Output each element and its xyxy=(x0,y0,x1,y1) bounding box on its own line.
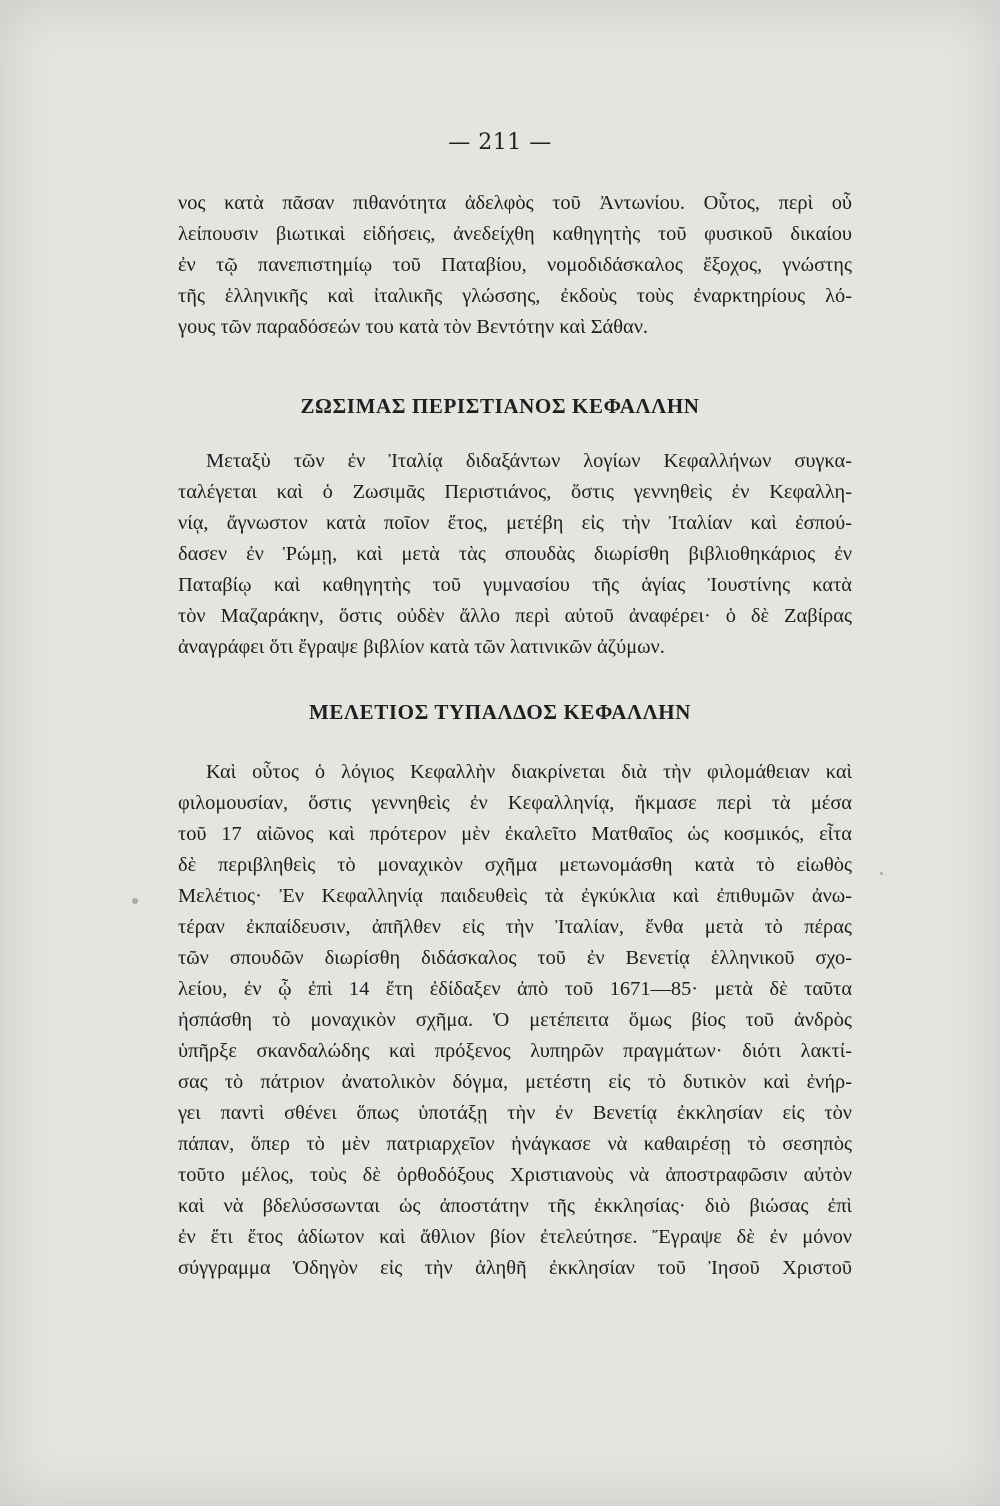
text-line: σύγγραμμα Ὁδηγὸν εἰς τὴν ἀληθῆ ἐκκλησίαν τοῦ Ἰησοῦ Χριστοῦ xyxy=(178,1257,852,1279)
ink-speck xyxy=(132,898,138,904)
text-line: τῶν σπουδῶν διωρίσθη διδάσκαλος τοῦ ἐν Βενετίᾳ ἑλληνικοῦ σχο- xyxy=(178,947,852,969)
text-line: λείπουσιν βιωτικαὶ εἰδήσεις, ἀνεδείχθη καθηγητὴς τοῦ φυσικοῦ δικαίου xyxy=(178,223,852,245)
text-line: τὸν Μαζαράκην, ὅστις οὐδὲν ἄλλο περὶ αὐτοῦ ἀναφέρει· ὁ δὲ Ζαβίρας xyxy=(178,605,852,627)
text-line: δασεν ἐν Ῥώμῃ, καὶ μετὰ τὰς σπουδὰς διωρίσθη βιβλιοθηκάριος ἐν xyxy=(178,543,852,565)
text-line: ἐν τῷ πανεπιστημίῳ τοῦ Παταβίου, νομοδιδάσκαλος ἔξοχος, γνώστης xyxy=(178,254,852,276)
text-line: τῆς ἑλληνικῆς καὶ ἰταλικῆς γλώσσης, ἐκδοὺς τοὺς ἐναρκτηρίους λό- xyxy=(178,285,852,307)
text-line: ἐν ἔτι ἔτος ἀδίωτον καὶ ἄθλιον βίον ἐτελεύτησε. Ἔγραψε δὲ ἐν μόνον xyxy=(178,1226,852,1248)
text-line: Καὶ οὗτος ὁ λόγιος Κεφαλλὴν διακρίνεται διὰ τὴν φιλομάθειαν καὶ xyxy=(206,761,852,783)
text-line: γει παντὶ σθένει ὅπως ὑποτάξῃ τὴν ἐν Βενετίᾳ ἐκκλησίαν εἰς τὸν xyxy=(178,1102,852,1124)
text-line: Μελέτιος· Ἐν Κεφαλληνίᾳ παιδευθεὶς τὰ ἐγκύκλια καὶ ἐπιθυμῶν ἀνω- xyxy=(178,885,852,907)
text-line: νίᾳ, ἄγνωστον κατὰ ποῖον ἔτος, μετέβη εἰς τὴν Ἰταλίαν καὶ ἐσπού- xyxy=(178,512,852,534)
text-line: λείου, ἐν ᾧ ἐπὶ 14 ἔτη ἐδίδαξεν ἀπὸ τοῦ 1671—85· μετὰ δὲ ταῦτα xyxy=(178,978,852,1000)
section-heading-meletios: ΜΕΛΕΤΙΟΣ ΤΥΠΑΛΔΟΣ ΚΕΦΑΛΛΗΝ xyxy=(308,700,691,724)
text-line: πάπαν, ὅπερ τὸ μὲν πατριαρχεῖον ἠνάγκασε νὰ καθαιρέσῃ τὸ σεσηπὸς xyxy=(178,1133,852,1155)
text-line: Μεταξὺ τῶν ἐν Ἰταλίᾳ διδαξάντων λογίων Κεφαλλήνων συγκα- xyxy=(206,450,852,472)
section-body-zosimas xyxy=(178,446,852,663)
text-line: νος κατὰ πᾶσαν πιθανότητα ἀδελφὸς τοῦ Ἀντωνίου. Οὗτος, περὶ οὗ xyxy=(178,192,852,214)
section-body-meletios xyxy=(178,757,852,1284)
text-line: δὲ περιβληθεὶς τὸ μοναχικὸν σχῆμα μετωνομάσθη κατὰ τὸ εἰωθὸς xyxy=(178,854,852,876)
text-line: τοῦ 17 αἰῶνος καὶ πρότερον μὲν ἐκαλεῖτο Ματθαῖος ὡς κοσμικός, εἶτα xyxy=(178,823,852,845)
text-line: ὑπῆρξε σκανδαλώδης καὶ πρόξενος λυπηρῶν πραγμάτων· διότι λακτί- xyxy=(178,1040,852,1062)
text-line: φιλομουσίαν, ὅστις γεννηθεὶς ἐν Κεφαλληνίᾳ, ἤκμασε περὶ τὰ μέσα xyxy=(178,792,852,814)
text-line: ἠσπάσθη τὸ μοναχικὸν σχῆμα. Ὁ μετέπειτα ὅμως βίος τοῦ ἀνδρὸς xyxy=(178,1009,852,1031)
text-line: ταλέγεται καὶ ὁ Ζωσιμᾶς Περιστιάνος, ὅστις γεννηθεὶς ἐν Κεφαλλη- xyxy=(178,481,852,503)
text-line: Παταβίῳ καὶ καθηγητὴς τοῦ γυμνασίου τῆς ἁγίας Ἰουστίνης κατὰ xyxy=(178,574,852,596)
page-number: — 211 — xyxy=(448,130,552,155)
text-line: τέραν ἐκπαίδευσιν, ἀπῆλθεν εἰς τὴν Ἰταλίαν, ἔνθα μετὰ τὸ πέρας xyxy=(178,916,852,938)
text-line: ἀναγράφει ὅτι ἔγραψε βιβλίον κατὰ τῶν λατινικῶν ἀζύμων. xyxy=(178,636,665,658)
text-line: τοῦτο μέλος, τοὺς δὲ ὀρθοδόξους Χριστιανοὺς νὰ ἀποστραφῶσιν αὐτὸν xyxy=(178,1164,852,1186)
text-line: γους τῶν παραδόσεών του κατὰ τὸν Βεντότην καὶ Σάθαν. xyxy=(178,316,649,338)
text-line: σας τὸ πάτριον ἀνατολικὸν δόγμα, μετέστη εἰς τὸ δυτικὸν καὶ ἐνήρ- xyxy=(178,1071,852,1093)
section-heading-zosimas: ΖΩΣΙΜΑΣ ΠΕΡΙΣΤΙΑΝΟΣ ΚΕΦΑΛΛΗΝ xyxy=(300,394,700,418)
intro-paragraph xyxy=(178,188,852,343)
ink-speck xyxy=(880,872,883,875)
text-line: καὶ νὰ βδελύσσωνται ὡς ἀποστάτην τῆς ἐκκλησίας· διὸ βιώσας ἐπὶ xyxy=(178,1195,852,1217)
